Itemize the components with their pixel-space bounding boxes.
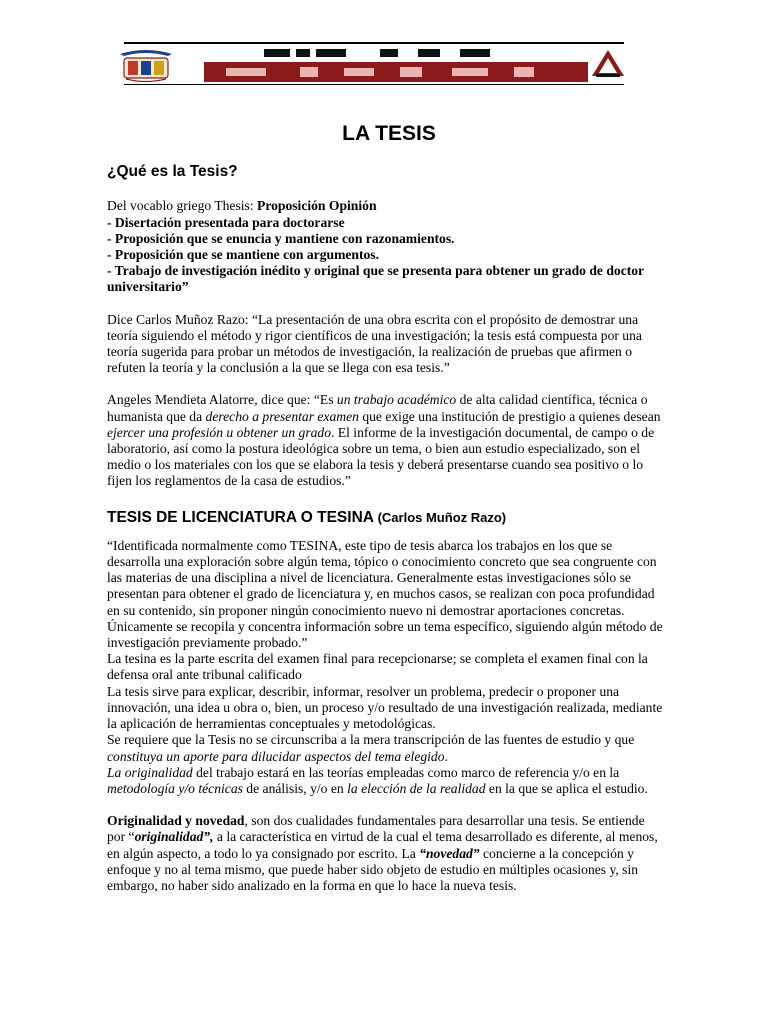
tesina-italic: constituya un aporte para dilucidar aspectos del tema elegido [107, 748, 445, 764]
quote2-italic: ejercer una profesión u obtener un grado [107, 424, 332, 440]
tesina-italic: la elección de la realidad [347, 780, 486, 796]
intro-item [107, 263, 663, 295]
intro-block [107, 198, 663, 295]
quote2-italic: un trabajo académico [336, 392, 457, 408]
quote2-text: . El informe de la investigación documental, de campo o de laboratorio, así como la postura ideológica sobre un tema, o bien aun estudio especializado, son el medio o los materiales con los que se elabora la tesis y deberá presentarse cuando sea positivo o lo fijen los reglamentos de la casa de estudios.” [107, 424, 655, 489]
intro-lead [107, 198, 663, 214]
intro-item-text: - Disertación presentada para doctorarse [107, 214, 345, 230]
originality-text: concierne a la concepción y enfoque y no al tema mismo, que puede haber sido objeto de estudio en múltiples ocasiones y, sin embargo, no haber sido analizado en la forma en que lo hace la nueva tesis. [107, 845, 639, 893]
tesina-text: . [444, 748, 448, 764]
tesina-block [107, 538, 663, 797]
originality-bold-italic: “novedad” [419, 845, 480, 861]
tesina-text: en la que se aplica el estudio. [485, 780, 648, 796]
section-heading [107, 510, 663, 526]
subtitle-question: ¿Qué es la Tesis? [107, 163, 238, 181]
tesina-paragraph: La tesina es la parte escrita del examen final para recepcionarse; se completa el examen final con la defensa oral ante tribunal calificado [107, 651, 648, 683]
page-title: LA TESIS [342, 122, 436, 145]
intro-item-text: - Proposición que se enuncia y mantiene con razonamientos. [107, 230, 455, 246]
intro-item [107, 247, 663, 263]
intro-item [107, 215, 663, 231]
document-body [107, 124, 663, 894]
university-crest-icon [118, 48, 174, 82]
tesina-paragraph: “Identificada normalmente como TESINA, este tipo de tesis abarca los trabajos en los que se desarrolla una exploración sobre algún tema, tópico o conocimiento concreto que sea congruente con las materias de una disciplina a nivel de licenciatura. Generalmente estas investigaciones sólo se presentan para obtener el grado de licenciatura y, en muchos casos, se realizan con poca profundidad en su contenido, sin proponer ningún conocimiento nuevo ni demostrar aportaciones concretas. Únicamente se recopila y concentra información sobre un tema específico, siguiendo algún método de investigación previamente probado.” [107, 537, 663, 651]
header-bottom-rule [124, 84, 624, 85]
originality-paragraph [107, 813, 663, 894]
intro-item-text: - Proposición que se mantiene con argumentos. [107, 247, 379, 263]
quote-munoz-razo: Dice Carlos Muñoz Razo: “La presentación de una obra escrita con el propósito de demostrar una teoría siguiendo el método y rigor científicos de una investigación; la tesis está compuesta por una teoría sugerida para probar un métodos de investigación, la realización de pruebas que afirmen o refuten la teoría y la conclusión a la que se llega con esa tesis.” [107, 311, 642, 376]
tesina-paragraph [107, 765, 663, 797]
tesina-text: de análisis, y/o en [242, 780, 348, 796]
quote2-text: de alta calidad científica, técnica o humanista que da [107, 392, 648, 424]
quote2-text: que exige una institución de prestigio a quienes desean [358, 408, 661, 424]
section-title: TESIS DE LICENCIATURA O TESINA [107, 508, 374, 526]
section-source: (Carlos Muñoz Razo) [373, 509, 507, 525]
tesina-text: del trabajo estará en las teorías empleadas como marco de referencia y/o en la [192, 764, 620, 780]
tesina-italic: La originalidad [107, 764, 193, 780]
quote2-text: Angeles Mendieta Alatorre, dice que: “Es [107, 392, 337, 408]
quote-mendieta [107, 392, 663, 489]
originality-bold: Originalidad y novedad [107, 813, 245, 829]
tesina-text: Se requiere que la Tesis no se circunscriba a la mera transcripción de las fuentes de estudio y que [107, 732, 635, 748]
tesina-paragraph: La tesis sirve para explicar, describir, informar, resolver un problema, predecir o proponer una innovación, una idea u obra o, bien, un proceso y/o resultado de una investigación realizada, mediante la aplicación de herramientas conceptuales y metodológicas. [107, 683, 663, 732]
originality-bold-italic: originalidad”, [134, 829, 214, 845]
intro-item-text: - Trabajo de investigación inédito y original que se presenta para obtener un grado de doctor universitario” [107, 263, 644, 295]
originality-text: , son dos cualidades fundamentales para desarrollar una tesis. Se entiende por “ [107, 813, 645, 845]
page-header [118, 40, 626, 92]
quote2-italic: derecho a presentar examen [205, 408, 359, 424]
corner-emblem-icon [590, 48, 626, 78]
originality-text: a la característica en virtud de la cual el tema desarrollado es diferente, al menos, en algún aspecto, a todo lo ya consignado por escrito. La [107, 829, 658, 861]
header-top-rule [124, 42, 624, 44]
tesina-italic: metodología y/o técnicas [107, 780, 243, 796]
tesina-paragraph [107, 732, 663, 764]
intro-lead-bold: Proposición Opinión [257, 198, 377, 214]
university-name-banner [204, 46, 588, 86]
intro-lead-text: Del vocablo griego Thesis: [107, 198, 258, 214]
intro-item [107, 231, 663, 247]
